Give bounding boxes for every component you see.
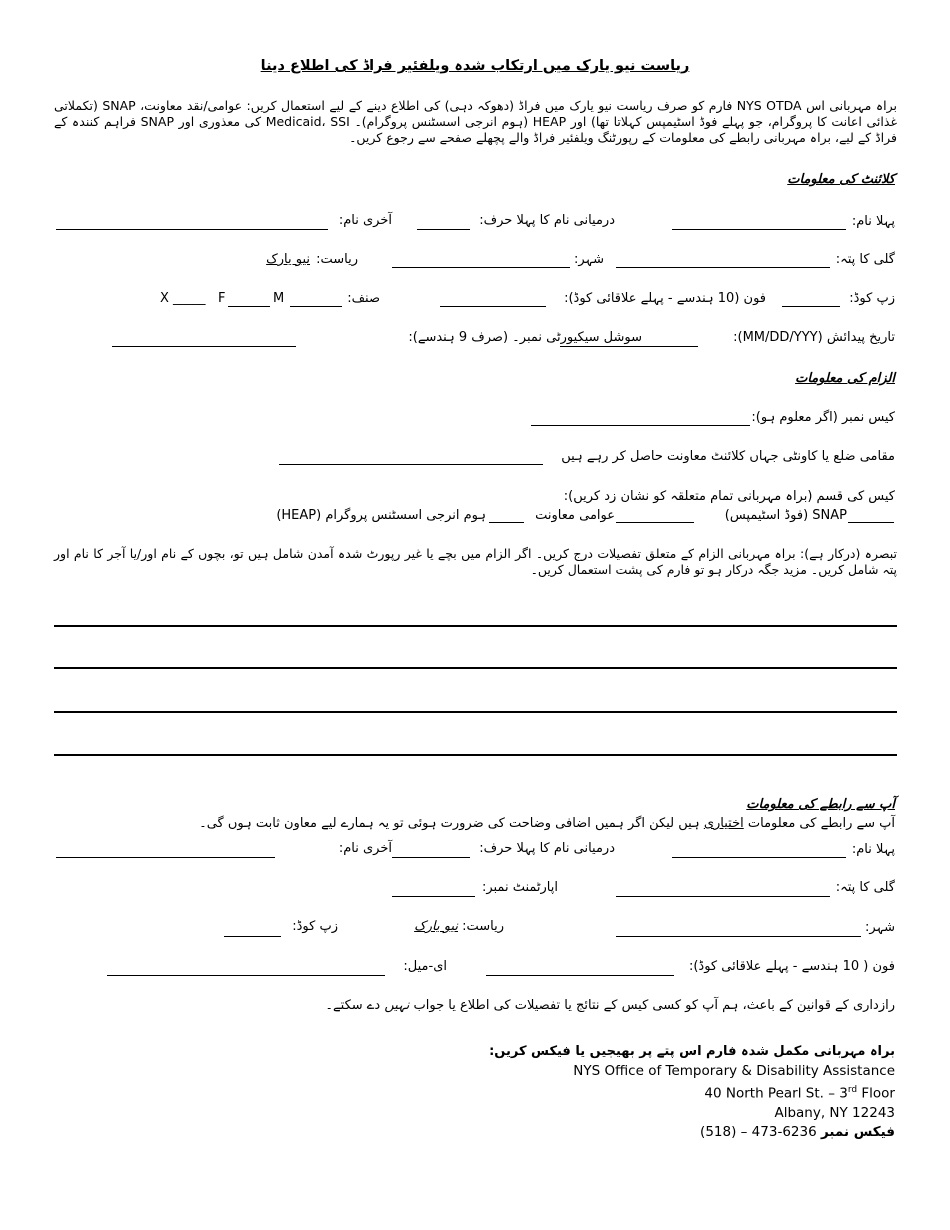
- client-street-label: گلی کا پتہ:: [835, 252, 895, 267]
- optional-note-prefix: آپ سے رابطے کی معلومات: [747, 816, 895, 831]
- contact-optional-note: [199, 816, 895, 832]
- case-type-label: کیس کی قسم (براہ مہربانی تمام متعلقہ کو نشان زد کریں):: [563, 489, 895, 504]
- gender-f-option[interactable]: [218, 291, 225, 306]
- heap-option: ہوم انرجی اسسٹنس پروگرام (HEAP): [276, 508, 486, 523]
- district-field[interactable]: [279, 464, 543, 465]
- contact-state-label: ریاست:: [462, 919, 504, 934]
- client-info-heading: کلائنٹ کی معلومات: [787, 172, 895, 187]
- client-phone-label: فون (10 ہندسے - پہلے علاقائی کوڈ):: [564, 291, 766, 306]
- privacy-word: نہیں: [384, 998, 410, 1013]
- client-city-label: شہر:: [573, 252, 604, 267]
- comment-line-4[interactable]: [54, 754, 897, 756]
- contact-phone-field[interactable]: [486, 975, 674, 976]
- client-gender-field[interactable]: [290, 306, 342, 307]
- contact-first-name-label: پہلا نام:: [851, 842, 895, 857]
- snap-option: SNAP (فوڈ اسٹیمپس): [724, 508, 847, 523]
- fax-number: (518) – 473-6236: [700, 1123, 817, 1140]
- contact-state-value: نیو یارک: [414, 919, 458, 934]
- comment-line-1[interactable]: [54, 625, 897, 627]
- privacy-prefix: رازداری کے قوانین کے باعث، ہم آپ کو کسی کیس کے نتائج یا تفصیلات کی اطلاع یا جواب: [413, 998, 895, 1013]
- contact-apartment-label: اپارٹمنٹ نمبر:: [481, 880, 558, 895]
- public-assistance-checkbox-line[interactable]: [616, 522, 694, 523]
- mailing-instruction: براہ مہربانی مکمل شدہ فارم اس پتے پر بھیجیں یا فیکس کریں:: [489, 1044, 895, 1059]
- contact-street-field[interactable]: [616, 896, 830, 897]
- client-dob-field[interactable]: [560, 346, 698, 347]
- comments-label: تبصرہ (درکار ہے): براہ مہربانی الزام کے متعلق تفصیلات درج کریں۔ اگر الزام میں بچے یا غیر رپورٹ شدہ آمدن شامل ہیں تو، بچوں کے نام اور/یا آجر کا نام اور پتہ شامل کریں۔ مزید جگہ درکار ہو تو فارم کی پشت استعمال کریں۔: [54, 546, 897, 577]
- contact-zip-label: زپ کوڈ:: [292, 919, 338, 934]
- optional-note-suffix: ہیں لیکن اگر ہمیں اضافی وضاحت کی ضرورت ہوئی تو یہ ہمارے لیے معاون ثابت ہوں گی۔: [199, 816, 700, 831]
- contact-email-label: ای-میل:: [403, 959, 447, 974]
- client-ssn-field[interactable]: [112, 346, 296, 347]
- page-title: ریاست نیو یارک میں ارتکاب شدہ ویلفئیر فراڈ کی اطلاع دینا: [260, 58, 690, 74]
- public-assistance-option: عوامی معاونت: [535, 508, 615, 523]
- optional-word: اختیاری: [703, 816, 744, 831]
- mailing-address: [573, 1062, 895, 1142]
- client-street-field[interactable]: [616, 267, 830, 268]
- intro-paragraph: براہ مہربانی اس NYS OTDA فارم کو صرف ریاست نیو یارک میں فراڈ (دھوکہ دہی) کی اطلاع دینے کے لیے استعمال کریں: عوامی/نقد معاونت، SNAP (تکملاتی غذائی اعانت کا پروگرام، جو پہلے فوڈ اسٹیمپس کہلاتا تھا) اور HEAP (ہوم انرجی اسسٹنس پروگرام)۔ Medicaid، SSI کی معذوری اور SNAP فراہم کنندہ کے فراڈ کے لیے، براہ مہربانی رابطے کی معلومات کے رپورٹنگ ویلفئیر فراڈ والے پچھلے صفحے سے رجوع کریں۔: [54, 98, 897, 145]
- case-number-field[interactable]: [531, 425, 750, 426]
- contact-middle-initial-label: درمیانی نام کا پہلا حرف:: [479, 841, 615, 856]
- contact-apartment-field[interactable]: [392, 896, 475, 897]
- client-gender-label: صنف:: [347, 291, 380, 306]
- mailing-city: Albany, NY 12243: [774, 1104, 895, 1121]
- gender-x-option[interactable]: X _____: [160, 291, 206, 306]
- client-last-name-label: آخری نام:: [338, 213, 392, 228]
- mailing-street-suffix: Floor: [857, 1085, 895, 1102]
- contact-zip-field[interactable]: [224, 936, 281, 937]
- client-first-name-label: پہلا نام:: [851, 214, 895, 229]
- gender-f-label: F: [218, 291, 226, 306]
- fax-label: فیکس نمبر: [820, 1123, 895, 1140]
- client-zip-field[interactable]: [782, 306, 840, 307]
- contact-info-heading: آپ سے رابطے کی معلومات: [746, 797, 895, 812]
- comment-line-2[interactable]: [54, 667, 897, 669]
- allegation-heading: الزام کی معلومات: [795, 371, 895, 386]
- client-state-label: ریاست:: [316, 252, 358, 267]
- mailing-street-sup: rd: [847, 1085, 858, 1095]
- case-number-label: کیس نمبر (اگر معلوم ہو):: [751, 410, 895, 425]
- client-phone-field[interactable]: [440, 306, 546, 307]
- client-ssn-label: سوشل سیکیورٹی نمبر۔ (صرف 9 ہندسے):: [408, 330, 642, 345]
- contact-street-label: گلی کا پتہ:: [835, 880, 895, 895]
- client-state-value: نیو یارک: [266, 252, 310, 267]
- client-city-field[interactable]: [392, 267, 570, 268]
- comment-line-3[interactable]: [54, 711, 897, 713]
- privacy-notice: [325, 998, 895, 1014]
- contact-phone-label: فون ( 10 ہندسے - پہلے علاقائی کوڈ):: [688, 959, 895, 974]
- district-label: مقامی ضلع یا کاونٹی جہاں کلائنٹ معاونت حاصل کر رہے ہیں: [561, 449, 895, 464]
- client-first-name-field[interactable]: [672, 229, 846, 230]
- client-middle-initial-field[interactable]: [417, 229, 470, 230]
- gender-m-label: M: [273, 291, 285, 306]
- snap-checkbox-line[interactable]: [848, 522, 894, 523]
- client-dob-label: تاریخ پیدائش (MM/DD/YYY):: [733, 330, 895, 345]
- mailing-fax: [573, 1123, 895, 1142]
- privacy-suffix: دے سکتے۔: [325, 998, 381, 1013]
- mailing-org: NYS Office of Temporary & Disability Assistance: [573, 1063, 895, 1079]
- contact-email-field[interactable]: [107, 975, 385, 976]
- contact-middle-initial-field[interactable]: [392, 857, 470, 858]
- client-last-name-field[interactable]: [56, 229, 328, 230]
- gender-m-blank[interactable]: [228, 306, 270, 307]
- gender-m-option[interactable]: [273, 291, 284, 306]
- client-middle-initial-label: درمیانی نام کا پہلا حرف:: [479, 213, 615, 228]
- contact-city-field[interactable]: [616, 936, 861, 937]
- mailing-street: [573, 1081, 895, 1104]
- mailing-street-text: 40 North Pearl St. – 3: [704, 1085, 848, 1102]
- contact-first-name-field[interactable]: [672, 857, 846, 858]
- contact-last-name-field[interactable]: [56, 857, 275, 858]
- heap-checkbox-line[interactable]: [489, 522, 524, 523]
- contact-last-name-label: آخری نام:: [338, 841, 392, 856]
- client-zip-label: زپ کوڈ:: [849, 291, 895, 306]
- contact-city-label: شہر:: [864, 920, 895, 935]
